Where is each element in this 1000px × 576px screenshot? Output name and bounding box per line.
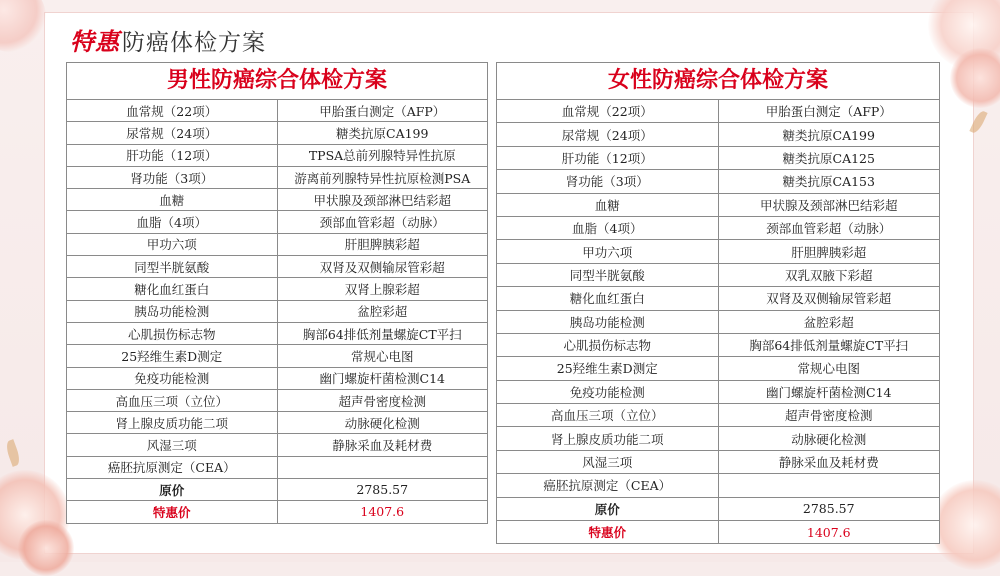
table-row [497,427,939,450]
item-right-cell: 盆腔彩超 [718,310,939,333]
table-row [497,380,939,403]
item-left-cell: 尿常规（24项） [497,123,718,146]
table-row [67,256,487,278]
table-row [67,166,487,188]
table-row [67,434,487,456]
item-left-cell: 肾上腺皮质功能二项 [67,412,277,434]
female-plan-items [497,100,939,543]
table-row [67,322,487,344]
item-right-cell: 甲状腺及颈部淋巴结彩超 [718,193,939,216]
item-right-cell: 动脉硬化检测 [277,412,487,434]
special-price-value: 1407.6 [718,521,939,544]
table-row [497,450,939,473]
item-right-cell: 超声骨密度检测 [718,404,939,427]
item-right-cell: 肝胆脾胰彩超 [277,233,487,255]
item-right-cell: TPSA总前列腺特异性抗原 [277,144,487,166]
item-right-cell: 颈部血管彩超（动脉） [277,211,487,233]
item-left-cell: 风湿三项 [67,434,277,456]
item-right-cell: 甲状腺及颈部淋巴结彩超 [277,189,487,211]
original-price-label: 原价 [497,497,718,520]
page-title-highlight: 特惠 [70,27,120,56]
item-left-cell: 肾上腺皮质功能二项 [497,427,718,450]
item-right-cell: 动脉硬化检测 [718,427,939,450]
item-right-cell: 糖类抗原CA199 [718,123,939,146]
item-left-cell: 肾功能（3项） [67,166,277,188]
item-left-cell: 25羟维生素D测定 [67,345,277,367]
item-right-cell: 幽门螺旋杆菌检测C14 [277,367,487,389]
item-left-cell: 风湿三项 [497,450,718,473]
table-row [67,211,487,233]
item-left-cell: 高血压三项（立位） [67,389,277,411]
item-left-cell: 糖化血红蛋白 [497,287,718,310]
table-row [67,144,487,166]
table-row [67,100,487,122]
table-row [497,240,939,263]
table-row [497,474,939,497]
item-left-cell: 高血压三项（立位） [497,404,718,427]
item-right-cell: 常规心电图 [718,357,939,380]
item-left-cell: 血常规（22项） [67,100,277,122]
item-left-cell: 糖化血红蛋白 [67,278,277,300]
item-right-cell [277,456,487,478]
item-left-cell: 血脂（4项） [67,211,277,233]
table-row [497,193,939,216]
item-right-cell: 糖类抗原CA199 [277,122,487,144]
item-left-cell: 同型半胱氨酸 [497,263,718,286]
item-right-cell: 静脉采血及耗材费 [277,434,487,456]
table-row [67,122,487,144]
special-price-label: 特惠价 [497,521,718,544]
female-plan-title: 女性防癌综合体检方案 [497,63,939,100]
item-left-cell: 同型半胱氨酸 [67,256,277,278]
item-left-cell: 血糖 [497,193,718,216]
item-left-cell: 血常规（22项） [497,100,718,123]
male-plan-title: 男性防癌综合体检方案 [67,63,487,100]
item-left-cell: 25羟维生素D测定 [497,357,718,380]
item-left-cell: 肝功能（12项） [497,146,718,169]
table-row [67,456,487,478]
item-right-cell: 游离前列腺特异性抗原检测PSA [277,166,487,188]
item-right-cell: 双肾及双侧输尿管彩超 [277,256,487,278]
item-left-cell: 心肌损伤标志物 [67,322,277,344]
table-row [67,389,487,411]
table-row [497,123,939,146]
item-right-cell: 甲胎蛋白测定（AFP） [277,100,487,122]
item-right-cell: 甲胎蛋白测定（AFP） [718,100,939,123]
item-left-cell: 癌胚抗原测定（CEA） [497,474,718,497]
flower-decoration-icon [0,0,46,52]
original-price-row [67,479,487,501]
item-left-cell: 胰岛功能检测 [67,300,277,322]
item-right-cell: 糖类抗原CA125 [718,146,939,169]
item-left-cell: 胰岛功能检测 [497,310,718,333]
special-price-row [497,521,939,544]
female-plan-table [496,62,940,544]
table-row [67,412,487,434]
item-right-cell [718,474,939,497]
item-left-cell: 免疫功能检测 [67,367,277,389]
item-left-cell: 血脂（4项） [497,216,718,239]
original-price-row [497,497,939,520]
item-left-cell: 甲功六项 [497,240,718,263]
table-row [67,345,487,367]
item-right-cell: 双肾上腺彩超 [277,278,487,300]
table-row [67,189,487,211]
flower-decoration-icon [18,520,74,576]
item-left-cell: 心肌损伤标志物 [497,333,718,356]
item-right-cell: 双乳双腋下彩超 [718,263,939,286]
male-plan-table [66,62,488,524]
item-right-cell: 静脉采血及耗材费 [718,450,939,473]
item-right-cell: 盆腔彩超 [277,300,487,322]
special-price-row [67,501,487,523]
item-left-cell: 甲功六项 [67,233,277,255]
item-right-cell: 超声骨密度检测 [277,389,487,411]
item-left-cell: 癌胚抗原测定（CEA） [67,456,277,478]
item-left-cell: 肾功能（3项） [497,170,718,193]
item-right-cell: 胸部64排低剂量螺旋CT平扫 [718,333,939,356]
special-price-label: 特惠价 [67,501,277,523]
item-left-cell: 肝功能（12项） [67,144,277,166]
table-row [497,287,939,310]
item-left-cell: 血糖 [67,189,277,211]
item-right-cell: 肝胆脾胰彩超 [718,240,939,263]
table-row [67,300,487,322]
special-price-value: 1407.6 [277,501,487,523]
table-row [497,146,939,169]
table-row [497,100,939,123]
table-row [67,278,487,300]
table-row [497,310,939,333]
table-row [67,233,487,255]
item-left-cell: 尿常规（24项） [67,122,277,144]
original-price-label: 原价 [67,479,277,501]
table-row [497,357,939,380]
table-row [497,170,939,193]
item-right-cell: 胸部64排低剂量螺旋CT平扫 [277,322,487,344]
table-row [497,404,939,427]
page-title-text: 防癌体检方案 [122,30,266,56]
male-plan-items [67,100,487,523]
item-right-cell: 颈部血管彩超（动脉） [718,216,939,239]
table-row [67,367,487,389]
table-row [497,216,939,239]
original-price-value: 2785.57 [718,497,939,520]
item-right-cell: 常规心电图 [277,345,487,367]
item-right-cell: 糖类抗原CA153 [718,170,939,193]
original-price-value: 2785.57 [277,479,487,501]
item-right-cell: 幽门螺旋杆菌检测C14 [718,380,939,403]
item-right-cell: 双肾及双侧输尿管彩超 [718,287,939,310]
leaf-decoration-icon [4,439,22,467]
item-left-cell: 免疫功能检测 [497,380,718,403]
table-row [497,263,939,286]
page-title [70,22,266,56]
table-row [497,333,939,356]
